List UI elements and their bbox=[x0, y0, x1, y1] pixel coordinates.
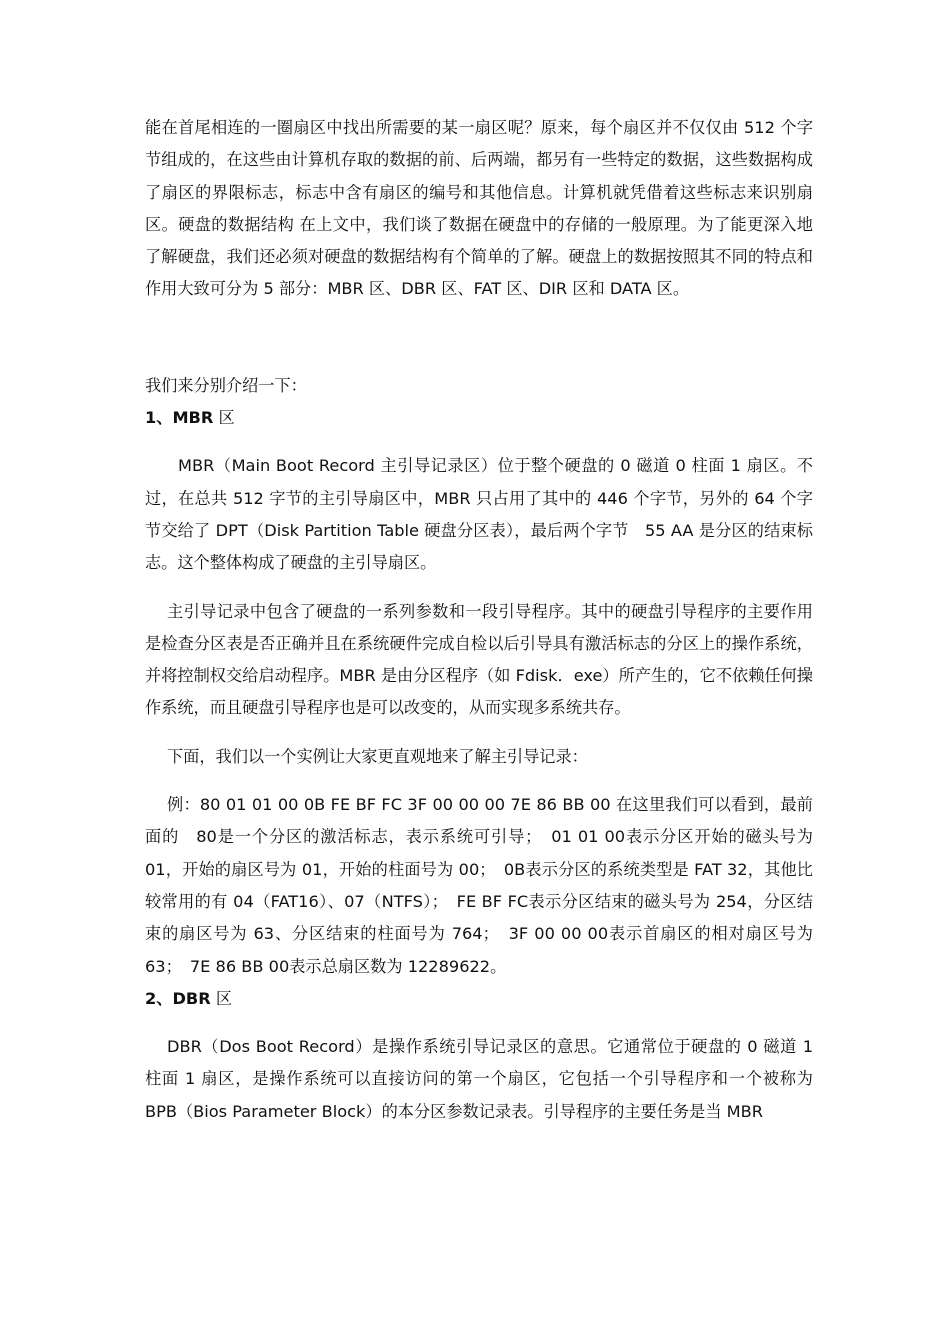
section-suffix: 区 bbox=[210, 988, 233, 1008]
mbr-paragraph-example-intro: 下面，我们以一个实例让大家更直观地来了解主引导记录： bbox=[167, 746, 588, 766]
section-suffix: 区 bbox=[213, 408, 235, 428]
section-number: 1、 bbox=[145, 408, 173, 428]
overview-line: 我们来分别介绍一下： bbox=[145, 375, 307, 395]
dbr-paragraph-definition: DBR（Dos Boot Record）是操作系统引导记录区的意思。它通常位于硬盘的 0 磁道 1 柱面 1 扇区，是操作系统可以直接访问的第一个扇区，它包括一个引导程序和一个被称为 BPB（Bios Parameter Block）的本分区参数记录表。引导程序的主要任务是当 MBR bbox=[145, 1037, 813, 1121]
section-name: DBR bbox=[172, 988, 211, 1008]
document-page bbox=[145, 112, 813, 1128]
section-heading-mbr bbox=[145, 402, 813, 434]
section-number: 2、 bbox=[145, 988, 173, 1008]
intro-paragraph: 能在首尾相连的一圈扇区中找出所需要的某一扇区呢？原来，每个扇区并不仅仅由 512 个字节组成的，在这些由计算机存取的数据的前、后两端，都另有一些特定的数据，这些数据构成了扇区的界限标志，标志中含有扇区的编号和其他信息。计算机就凭借着这些标志来识别扇区。硬盘的数据结构 在上文中，我们谈了数据在硬盘中的存储的一般原理。为了能更深入地了解硬盘，我们还必须对硬盘的数据结构有个简单的了解。硬盘上的数据按照其不同的特点和作用大致可分为 5 部分：MBR 区、DBR 区、FAT 区、DIR 区和 DATA 区。 bbox=[145, 118, 813, 299]
mbr-paragraph-definition: MBR（Main Boot Record 主引导记录区）位于整个硬盘的 0 磁道 0 柱面 1 扇区。不过，在总共 512 字节的主引导扇区中，MBR 只占用了其中的 446 个字节，另外的 64 个字节交给了 DPT（Disk Partition Table 硬盘分区表），最后两个字节 55 AA 是分区的结束标志。这个整体构成了硬盘的主引导扇区。 bbox=[145, 456, 813, 573]
mbr-paragraph-example: 例：80 01 01 00 0B FE BF FC 3F 00 00 00 7E 86 BB 00 在这里我们可以看到，最前面的 80是一个分区的激活标志，表示系统可引导； 01 01 00表示分区开始的磁头号为 01，开始的扇区号为 01，开始的柱面号为 00； 0B表示分区的系统类型是 FAT 32，其他比较常用的有 04（FAT16）、07（NTFS）； FE BF FC表示分区结束的磁头号为 254，分区结束的扇区号为 63、分区结束的柱面号为 764； 3F 00 00 00表示首扇区的相对扇区号为 63； 7E 86 BB 00表示总扇区数为 12289622。 bbox=[145, 795, 813, 976]
mbr-paragraph-contents: 主引导记录中包含了硬盘的一系列参数和一段引导程序。其中的硬盘引导程序的主要作用是检查分区表是否正确并且在系统硬件完成自检以后引导具有激活标志的分区上的操作系统，并将控制权交给启动程序。MBR 是由分区程序（如 Fdisk．exe）所产生的，它不依赖任何操作系统，而且硬盘引导程序也是可以改变的，从而实现多系统共存。 bbox=[145, 601, 813, 718]
section-heading-dbr bbox=[145, 983, 813, 1015]
section-name: MBR bbox=[172, 408, 214, 428]
